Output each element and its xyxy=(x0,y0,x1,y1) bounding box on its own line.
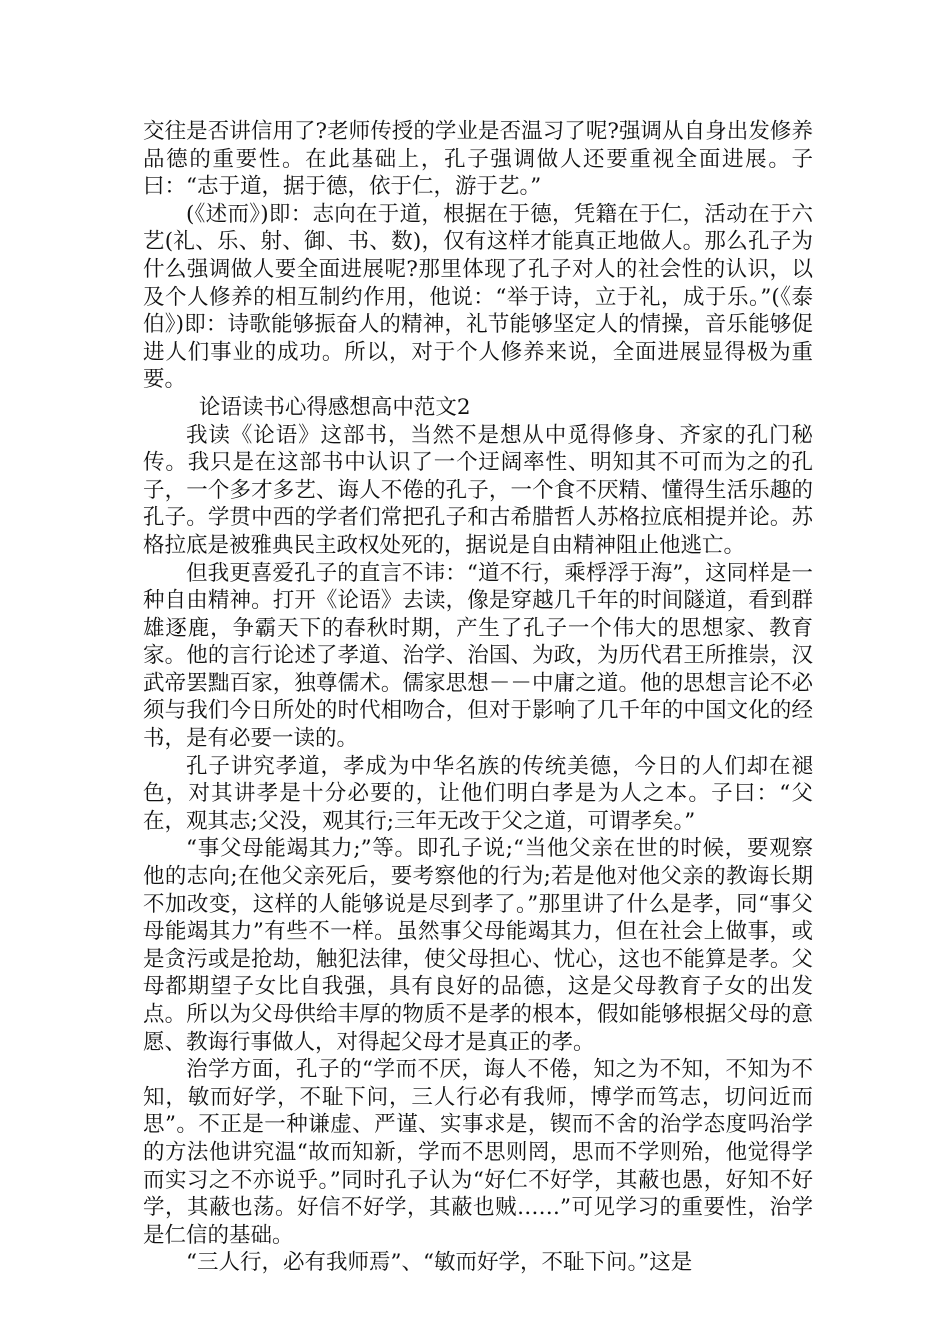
paragraph: 治学方面，孔子的“学而不厌，诲人不倦，知之为不知，不知为不知，敏而好学，不耻下问，三人行必有我师，博学而笃志，切问近而思”。不正是一种谦虚、严谨、实事求是，锲而不舍的治学态度吗治学的方法他讲究温“故而知新，学而不思则罔，思而不学则殆，他觉得学而实习之不亦说乎。”同时孔子认为“好仁不好学，其蔽也愚，好知不好学，其蔽也荡。好信不好学，其蔽也贼……”可见学习的重要性，治学是仁信的基础。 xyxy=(143,1057,813,1248)
paragraph: 但我更喜爱孔子的直言不讳：“道不行，乘桴浮于海”，这同样是一种自由精神。打开《论语》去读，像是穿越几千年的时间隧道，看到群雄逐鹿，争霸天下的春秋时期，产生了孔子一个伟大的思想家、教育家。他的言行论述了孝道、治学、治国、为政，为历代君王所推崇，汉武帝罢黜百家，独尊儒术。儒家思想－－中庸之道。他的思想言论不必须与我们今日所处的时代相吻合，但对于影响了几千年的中国文化的经书，是有必要一读的。 xyxy=(143,560,813,752)
paragraph: (《述而》)即：志向在于道，根据在于德，凭籍在于仁，活动在于六艺(礼、乐、射、御、书、数)，仅有这样才能真正地做人。那么孔子为什么强调做人要全面进展呢?那里体现了孔子对人的社会性的认识，以及个人修养的相互制约作用，他说：“举于诗，立于礼，成于乐。”(《泰伯》)即：诗歌能够振奋人的精神，礼节能够坚定人的情操，音乐能够促进人们事业的成功。所以，对于个人修养来说，全面进展显得极为重要。 xyxy=(143,201,813,393)
paragraph: 孔子讲究孝道，孝成为中华名族的传统美德，今日的人们却在褪色，对其讲孝是十分必要的，让他们明白孝是为人之本。子曰：“父在，观其志;父没，观其行;三年无改于父之道，可谓孝矣。” xyxy=(143,753,813,834)
document-page xyxy=(143,118,813,1277)
section-heading: 论语读书心得感想高中范文2 xyxy=(198,394,471,420)
paragraph: 我读《论语》这部书，当然不是想从中觅得修身、齐家的孔门秘传。我只是在这部书中认识了一个迂阔率性、明知其不可而为之的孔子，一个多才多艺、诲人不倦的孔子，一个食不厌精、懂得生活乐趣的孔子。学贯中西的学者们常把孔子和古希腊哲人苏格拉底相提并论。苏格拉底是被雅典民主政权处死的，据说是自由精神阻止他逃亡。 xyxy=(143,422,813,558)
paragraph: 交往是否讲信用了?老师传授的学业是否温习了呢?强调从自身出发修养品德的重要性。在此基础上，孔子强调做人还要重视全面进展。子曰：“志于道，据于德，依于仁，游于艺。” xyxy=(143,119,813,200)
paragraph: “事父母能竭其力;”等。即孔子说;“当他父亲在世的时候，要观察他的志向;在他父亲死后，要考察他的行为;若是他对他父亲的教诲长期不加改变，这样的人能够说是尽到孝了。”那里讲了什么是孝，同“事父母能竭其力”有些不一样。虽然事父母能竭其力，但在社会上做事，或是贪污或是抢劫，触犯法律，使父母担心、忧心，这也不能算是孝。父母都期望子女比自我强，具有良好的品德，这是父母教育子女的出发点。所以为父母供给丰厚的物质不是孝的根本，假如能够根据父母的意愿、教诲行事做人，对得起父母才是真正的孝。 xyxy=(143,836,813,1055)
paragraph: “三人行，必有我师焉”、“敏而好学，不耻下问。”这是 xyxy=(186,1250,693,1276)
